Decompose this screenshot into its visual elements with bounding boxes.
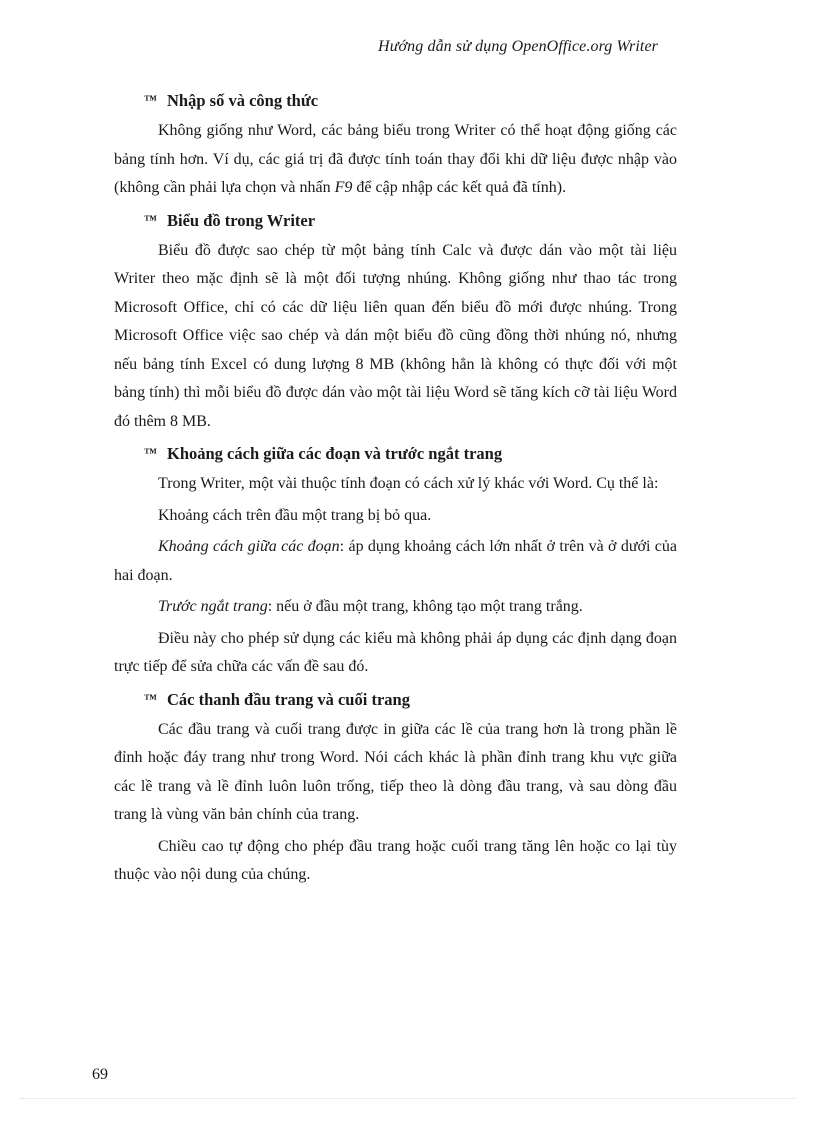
list-item: Khoảng cách trên đầu một trang bị bỏ qua. xyxy=(158,506,432,524)
page-number: 69 xyxy=(92,1066,108,1083)
term: Khoảng cách giữa các đoạn xyxy=(158,538,340,555)
page-bottom-rule xyxy=(20,1098,796,1099)
section-title: Nhập số và công thức xyxy=(167,91,319,110)
paragraph-text: để cập nhập các kết quả đã tính). xyxy=(352,179,567,196)
list-item xyxy=(114,533,677,590)
trademark-bullet-icon: ™ xyxy=(144,445,157,460)
trademark-bullet-icon: ™ xyxy=(144,211,157,227)
definition: : áp dụng khoảng cách lớn nhất ở trên và ở dưới của hai đoạn. xyxy=(114,538,677,584)
section-heading xyxy=(114,206,677,237)
list-item xyxy=(114,593,677,622)
key-name: F9 xyxy=(334,179,353,196)
section-title: Các thanh đầu trang và cuối trang xyxy=(167,689,410,709)
paragraph: Chiều cao tự động cho phép đầu trang hoặc cuối trang tăng lên hoặc co lại tùy thuộc vào nội dung của chúng. xyxy=(114,837,677,883)
paragraph: Biểu đồ được sao chép từ một bảng tính Calc và được dán vào một tài liệu Writer theo mặc định sẽ là một đối tượng nhúng. Không giống như thao tác trong Microsoft Office, chỉ có các dữ liệu liên quan đến biểu đồ mới được nhúng. Trong Microsoft Office việc sao chép và dán một biểu đồ cũng đồng thời nhúng nó, nhưng nếu bảng tính Excel có dung lượng 8 MB (không hẳn là không có thực đối với một bảng tính) thì mỗi biểu đồ được dán vào một tài liệu Word sẽ tăng kích cỡ tài liệu Word đó thêm 8 MB. xyxy=(114,241,677,430)
trademark-bullet-icon: ™ xyxy=(144,92,157,107)
section-title: Biểu đồ trong Writer xyxy=(167,210,316,230)
section-heading xyxy=(114,439,677,470)
term: Trước ngắt trang xyxy=(158,598,268,615)
paragraph-text: Không giống như Word, các bảng biểu trong Writer có thể hoạt động giống các bảng tính hơn. Ví dụ, các giá trị đã được tính toán thay đổi khi dữ liệu được nhập vào (không cần phải lựa chọn và nhấn xyxy=(114,122,677,196)
paragraph: Điều này cho phép sử dụng các kiểu mà không phải áp dụng các định dạng đoạn trực tiếp để sửa chữa các vấn đề sau đó. xyxy=(114,629,677,675)
section-heading xyxy=(114,685,677,716)
page-body xyxy=(114,86,677,893)
definition: : nếu ở đầu một trang, không tạo một trang trắng. xyxy=(267,598,583,615)
running-header: Hướng dẫn sử dụng OpenOffice.org Writer xyxy=(378,38,658,55)
trademark-bullet-icon: ™ xyxy=(144,690,157,706)
paragraph: Các đầu trang và cuối trang được in giữa các lề của trang hơn là trong phần lề đỉnh hoặc đáy trang như trong Word. Nói cách khác là phần đỉnh trang khu vực giữa các lề trang và lề đỉnh luôn luôn trống, tiếp theo là dòng đầu trang, và sau dòng đầu trang là vùng văn bản chính của trang. xyxy=(114,720,677,823)
section-title: Khoảng cách giữa các đoạn và trước ngắt trang xyxy=(167,444,503,463)
section-heading xyxy=(114,86,677,117)
paragraph: Trong Writer, một vài thuộc tính đoạn có cách xử lý khác với Word. Cụ thể là: xyxy=(158,475,659,492)
paragraph xyxy=(114,117,677,203)
